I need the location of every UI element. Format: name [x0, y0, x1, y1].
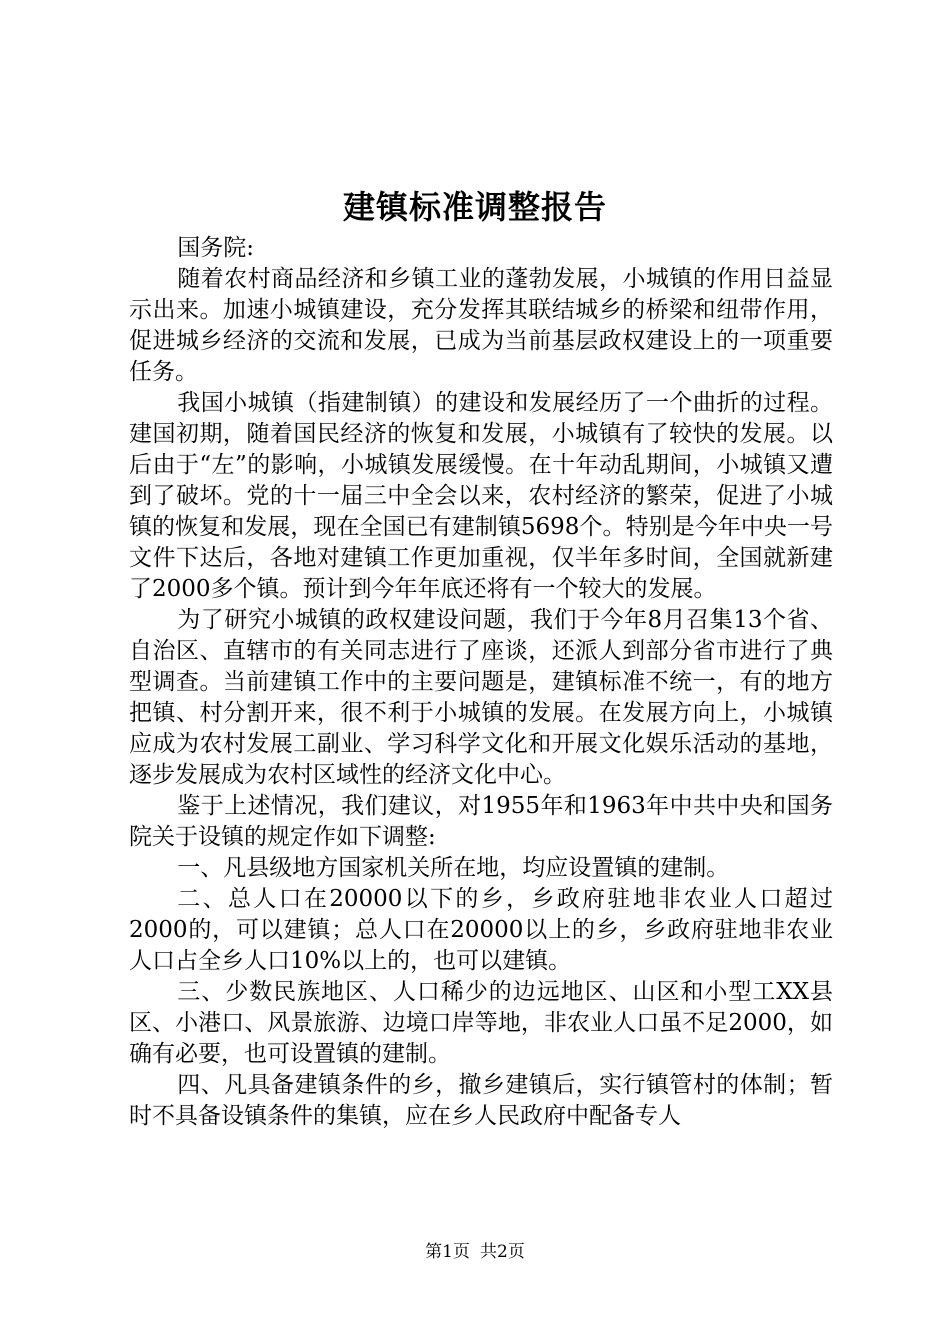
paragraph-research: 为了研究小城镇的政权建设问题，我们于今年8月召集13个省、自治区、直辖市的有关同志进行了座谈，还派人到部分省市进行了典型调查。当前建镇工作中的主要问题是，建镇标准不统一，有的地方把镇、村分割开来，很不利于小城镇的发展。在发展方向上，小城镇应成为农村发展工副业、学习科学文化和开展文化娱乐活动的基地，逐步发展成为农村区域性的经济文化中心。: [129, 607, 833, 788]
item-three: 三、少数民族地区、人口稀少的边远地区、山区和小型工XX县区、小港口、风景旅游、边境口岸等地，非农业人口虽不足2000，如确有必要，也可设置镇的建制。: [129, 979, 833, 1067]
page-total: 共2页: [480, 1242, 525, 1262]
page-footer: [0, 1240, 950, 1264]
document-title: 建镇标准调整报告: [342, 188, 607, 226]
paragraph-history: 我国小城镇（指建制镇）的建设和发展经历了一个曲折的过程。建国初期，随着国民经济的恢复和发展，小城镇有了较快的发展。以后由于“左”的影响，小城镇发展缓慢。在十年动乱期间，小城镇又遭到了破坏。党的十一届三中全会以来，农村经济的繁荣，促进了小城镇的恢复和发展，现在全国已有建制镇5698个。特别是今年中央一号文件下达后，各地对建镇工作更加重视，仅半年多时间，全国就新建了2000多个镇。预计到今年年底还将有一个较大的发展。: [129, 390, 833, 602]
page-number: 第1页: [425, 1242, 470, 1262]
salutation: 国务院:: [177, 235, 255, 261]
item-one: 一、凡县级地方国家机关所在地，均应设置镇的建制。: [177, 855, 730, 881]
item-four: 四、凡具备建镇条件的乡，撤乡建镇后，实行镇管村的体制；暂时不具备设镇条件的集镇，应在乡人民政府中配备专人: [129, 1072, 833, 1129]
item-two: 二、总人口在20000以下的乡，乡政府驻地非农业人口超过2000的，可以建镇；总人口在20000以上的乡，乡政府驻地非农业人口占全乡人口10%以上的，也可以建镇。: [129, 886, 833, 974]
document-body: [129, 233, 833, 1132]
paragraph-proposal: 鉴于上述情况，我们建议，对1955年和1963年中共中央和国务院关于设镇的规定作如下调整:: [129, 793, 833, 850]
paragraph-intro: 随着农村商品经济和乡镇工业的蓬勃发展，小城镇的作用日益显示出来。加速小城镇建设，充分发挥其联结城乡的桥梁和纽带作用，促进城乡经济的交流和发展，已成为当前基层政权建设上的一项重要任务。: [129, 266, 833, 385]
